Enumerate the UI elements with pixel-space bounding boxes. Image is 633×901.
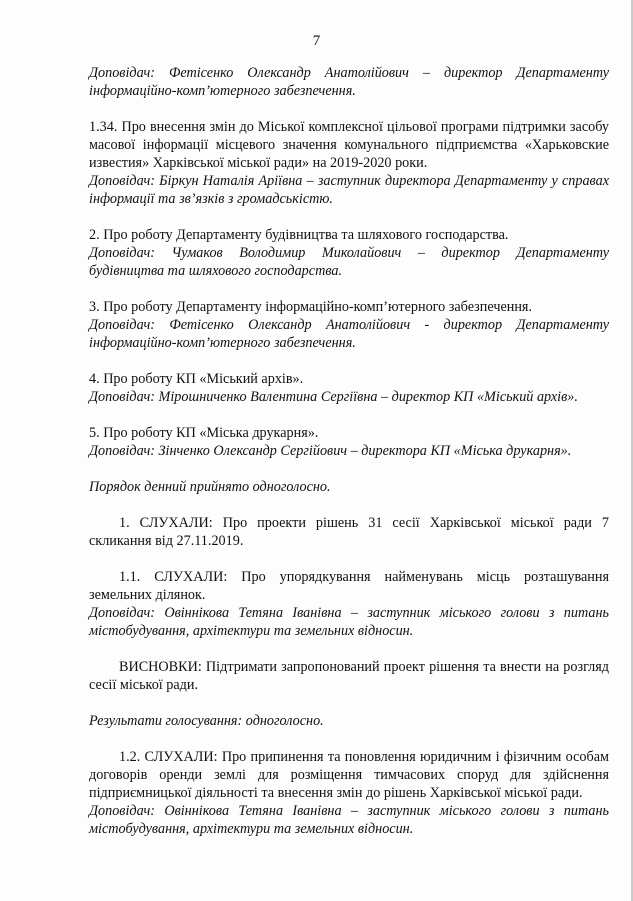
agenda-approved [89,478,609,496]
conclusions-text: ВИСНОВКИ: Підтримати запропонований проект рішення та внести на розгляд сесії міської ради. [89,659,609,693]
agenda-item-text: 2. Про роботу Департаменту будівництва та шляхового господарства. [89,227,509,243]
agenda-item-text: 4. Про роботу КП «Міський архів». [89,371,304,387]
speaker-line: Доповідач: Фетісенко Олександр Анатолійович – директор Департаменту інформаційно-комп’ютерного забезпечення. [89,65,609,99]
heard-text: 1. СЛУХАЛИ: Про проекти рішень 31 сесії Харківської міської ради 7 скликання від 27.11.2019. [89,515,609,549]
speaker-line: Доповідач: Овіннікова Тетяна Іванівна – заступник міського голови з питань містобудування, архітектури та земельних відносин. [89,803,609,837]
voting-results [89,712,609,730]
speaker-line: Доповідач: Зінченко Олександр Сергійович – директора КП «Міська друкарня». [89,443,572,459]
heard-item-1-2 [89,748,609,838]
agenda-item-5 [89,424,609,460]
page-number: 7 [312,33,321,49]
conclusions [89,658,609,694]
speaker-line: Доповідач: Овіннікова Тетяна Іванівна – заступник міського голови з питань містобудування, архітектури та земельних відносин. [89,605,609,639]
document-body [89,64,609,856]
voting-results-text: Результати голосування: одноголосно. [89,713,324,729]
heard-text: 1.1. СЛУХАЛИ: Про упорядкування найменувань місць розташування земельних ділянок. [89,569,609,603]
agenda-item-4 [89,370,609,406]
agenda-approved-text: Порядок денний прийнято одноголосно. [89,479,331,495]
speaker-line: Доповідач: Фетісенко Олександр Анатолійович - директор Департаменту інформаційно-комп’ютерного забезпечення. [89,317,609,351]
agenda-item-2 [89,226,609,280]
paragraph-speaker-continuation [89,64,609,100]
speaker-line: Доповідач: Чумаков Володимир Миколайович – директор Департаменту будівництва та шляхового господарства. [89,245,609,279]
agenda-item-text: 5. Про роботу КП «Міська друкарня». [89,425,319,441]
speaker-line: Доповідач: Біркун Наталія Аріївна – заступник директора Департаменту у справах інформації та зв’язків з громадськістю. [89,173,609,207]
speaker-line: Доповідач: Мірошниченко Валентина Сергіївна – директор КП «Міський архів». [89,389,578,405]
heard-text: 1.2. СЛУХАЛИ: Про припинення та поновлення юридичним і фізичним особам договорів оренди землі для розміщення тимчасових споруд для здійснення підприємницької діяльності та внесення змін до рішень Харківської міської ради. [89,749,609,801]
heard-item-1 [89,514,609,550]
agenda-item-3 [89,298,609,352]
agenda-item-1-34 [89,118,609,208]
agenda-item-text: 3. Про роботу Департаменту інформаційно-комп’ютерного забезпечення. [89,299,533,315]
heard-item-1-1 [89,568,609,640]
agenda-item-text: 1.34. Про внесення змін до Міської комплексної цільової програми підтримки засобу масової інформації місцевого значення комунального підприємства «Харьковские известия» Харківської міської ради» на 2019-2020 роки. [89,119,609,171]
